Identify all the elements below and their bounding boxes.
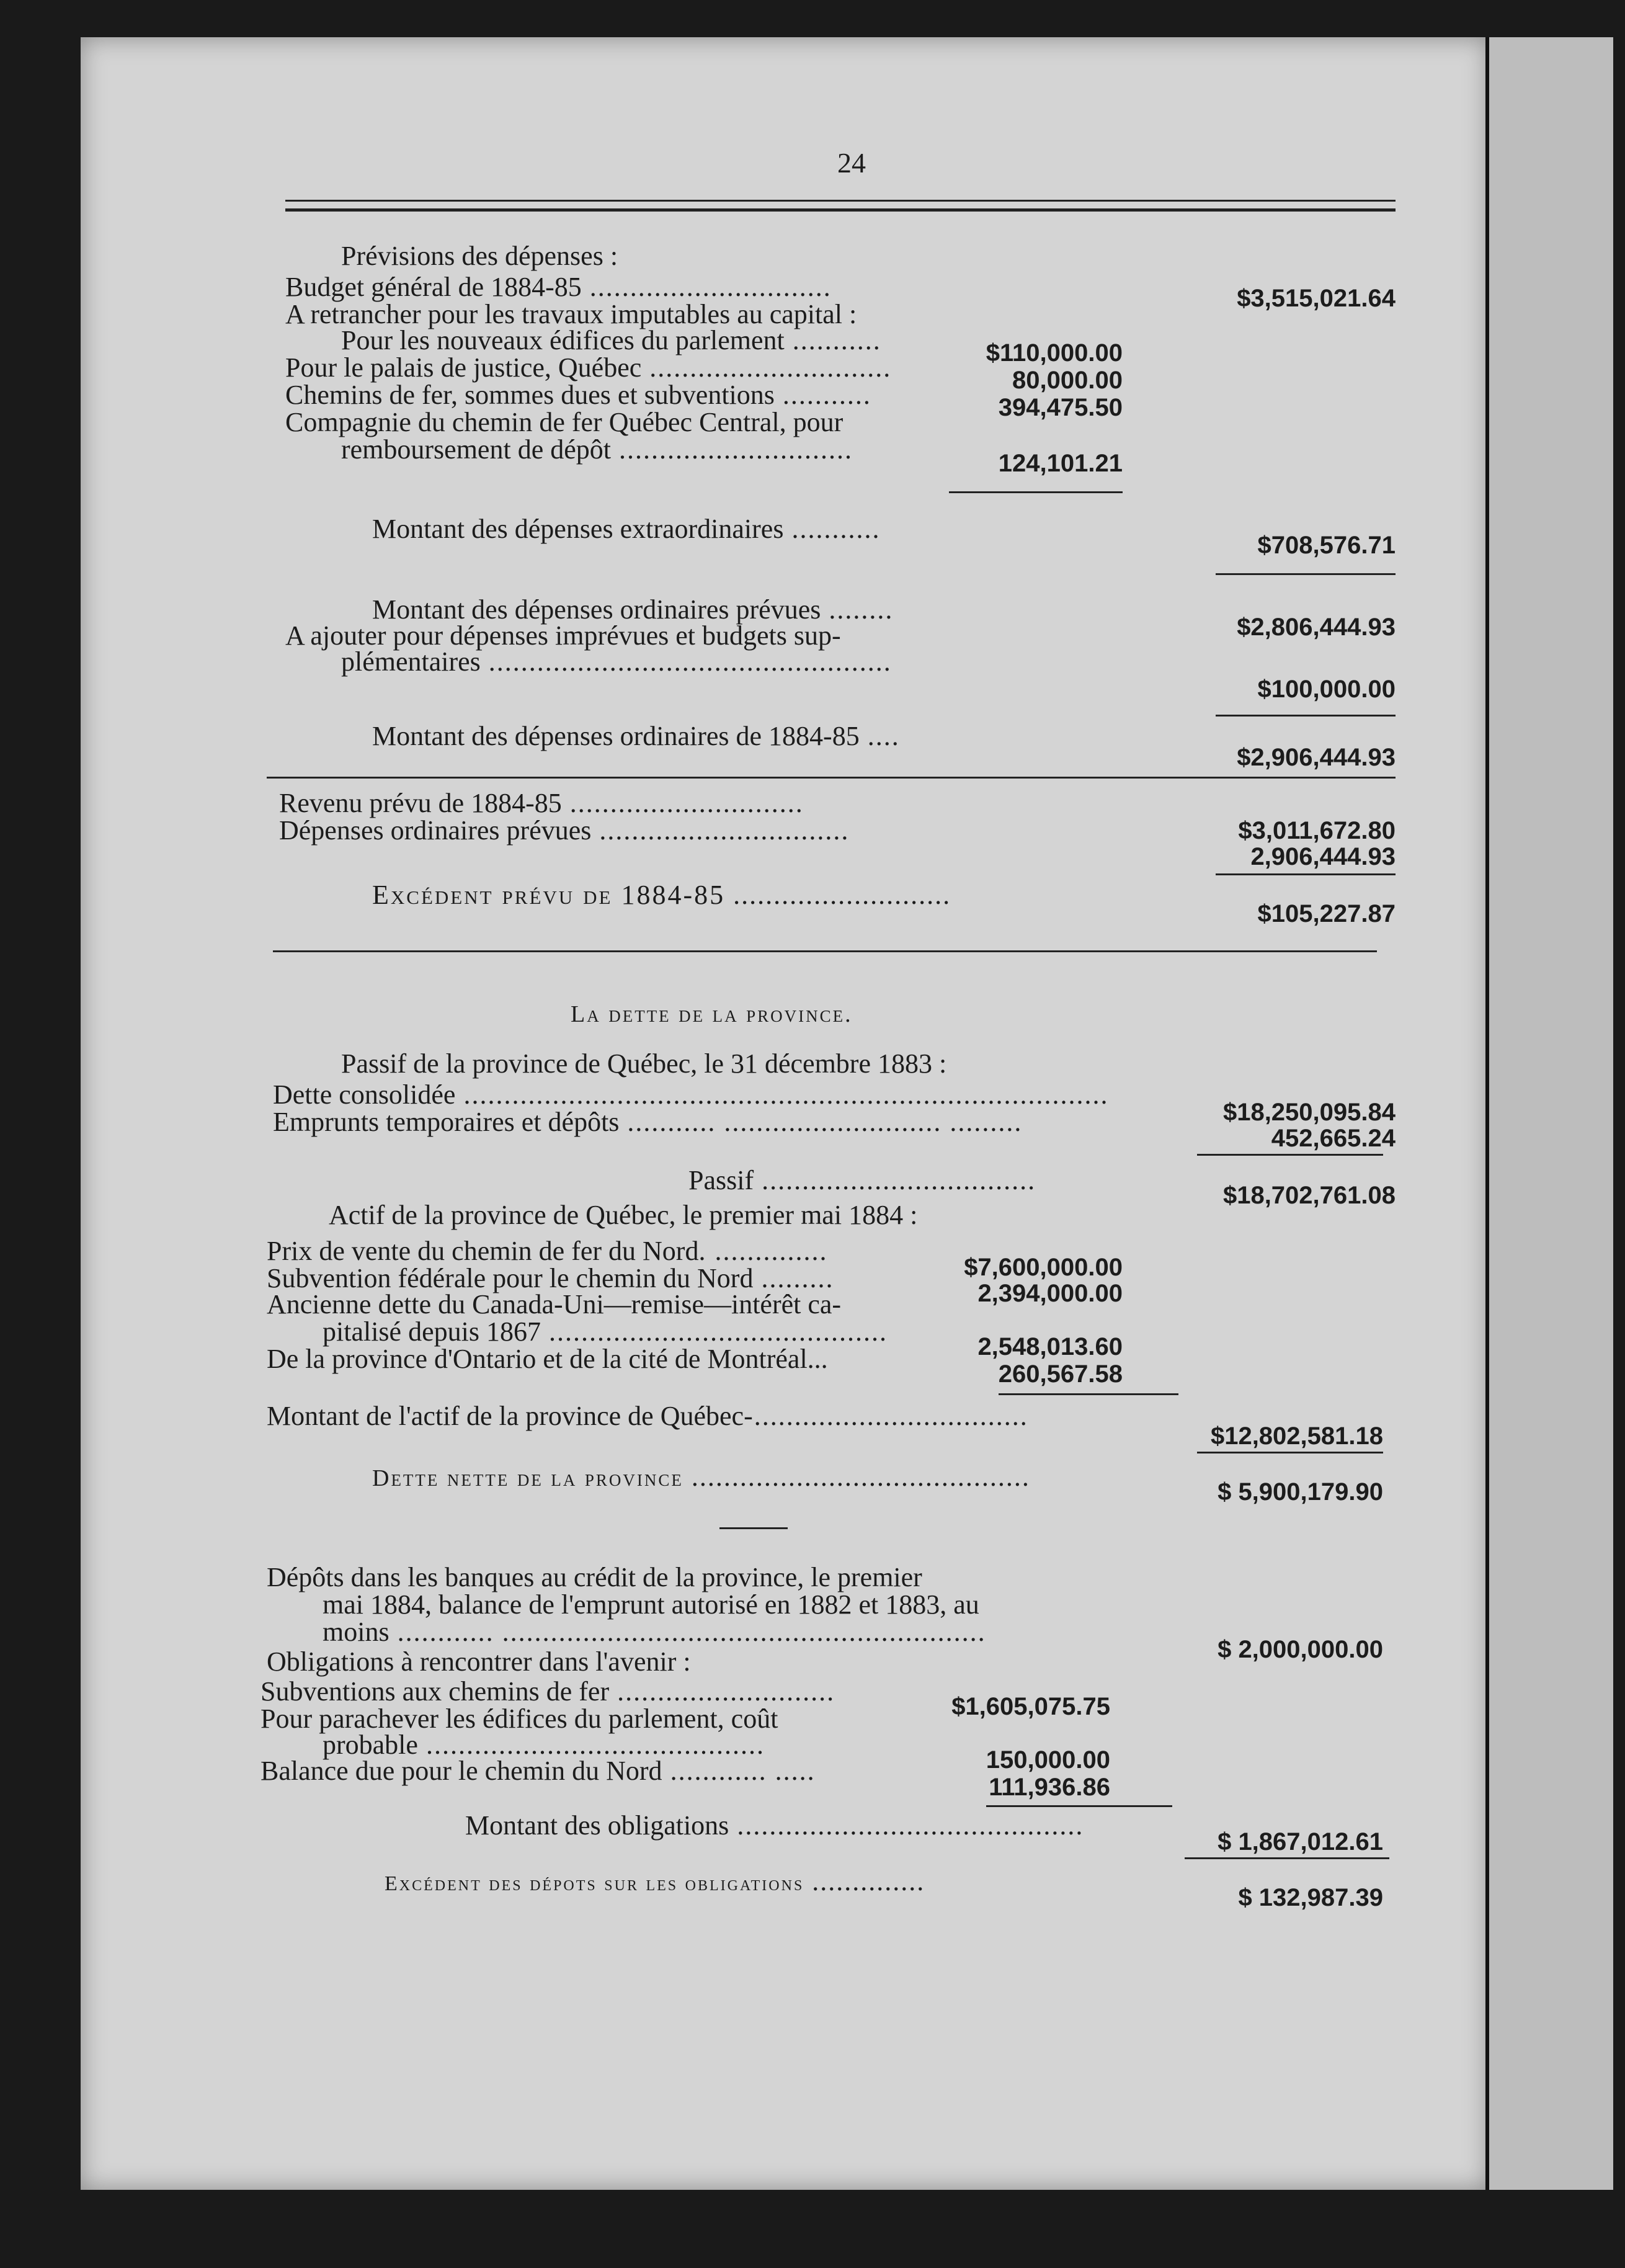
line-parachever: Pour parachever les édifices du parlement, coût [260,1703,778,1734]
amount-chemins-de-fer: 394,475.50 [998,394,1123,421]
line-actif-total: Montant de l'actif de la province de Québec-.................................. [267,1401,1028,1431]
amount-prix-vente: $7,600,000.00 [964,1254,1123,1281]
short-rule [719,1527,788,1529]
line-depots-3: moins ............ ............................................................ [323,1617,986,1647]
amount-remboursement-depot: 124,101.21 [998,450,1123,477]
amount-supplementaires: $100,000.00 [1257,676,1396,703]
rule-obligations [986,1805,1172,1807]
line-passif: Passif .................................. [688,1165,1036,1195]
line-remboursement-depot: remboursement de dépôt ............................. [341,434,853,465]
line-ordinaires-1884-85: Montant des dépenses ordinaires de 1884-85 .... [372,721,900,751]
line-ancienne-dette: Ancienne dette du Canada-Uni—remise—intérêt ca- [267,1289,842,1319]
rule-actif [999,1393,1178,1395]
line-a-retrancher: A retrancher pour les travaux imputables au capital : [285,299,857,329]
amount-depots: $ 2,000,000.00 [1218,1636,1383,1663]
rule-montant-obligations [1185,1857,1389,1859]
line-a-ajouter: A ajouter pour dépenses imprévues et budgets sup- [285,620,841,651]
header-rule-thick [285,208,1396,212]
line-probable: probable .......................................... [323,1730,765,1760]
amount-revenu-prevu: $3,011,672.80 [1238,817,1396,844]
amount-nouveaux-edifices: $110,000.00 [986,339,1123,367]
section-rule-2 [273,950,1377,952]
section-rule-1 [267,777,1396,779]
line-supplementaires: plémentaires .................................................. [341,646,892,677]
page-content [186,0,1396,2153]
amount-dette-consolidee: $18,250,095.84 [1222,1099,1396,1126]
amount-ordinaires-1884-85: $2,906,444.93 [1237,744,1396,771]
line-chemins-de-fer: Chemins de fer, sommes dues et subventions ........... [285,380,871,410]
amount-depenses-ordinaires: 2,906,444.93 [1250,843,1396,870]
line-montant-obligations: Montant des obligations ........................................... [465,1810,1084,1841]
amount-ontario-montreal: 260,567.58 [998,1360,1123,1388]
amount-subventions-chemins: $1,605,075.75 [951,1693,1110,1720]
amount-depenses-extraordinaires: $708,576.71 [1257,532,1396,559]
line-pitalise: pitalisé depuis 1867 .......................................... [323,1316,888,1347]
line-nouveaux-edifices: Pour les nouveaux édifices du parlement ........... [341,325,881,355]
line-depenses-ordinaires: Dépenses ordinaires prévues ............................... [279,815,850,846]
line-excedent-prevu: Excédent prévu de 1884-85 ........................... [372,880,951,910]
line-balance-nord: Balance due pour le chemin du Nord ............ ..... [260,1756,816,1786]
line-depots-2: mai 1884, balance de l'emprunt autorisé en 1882 et 1883, au [323,1589,979,1620]
amount-probable: 150,000.00 [986,1746,1110,1774]
rule-revenu [1216,873,1396,875]
oblig-heading: Obligations à rencontrer dans l'avenir : [267,1646,691,1677]
dette-heading: La dette de la province. [571,1001,853,1027]
amount-montant-obligations: $ 1,867,012.61 [1218,1828,1383,1855]
line-ontario-montreal: De la province d'Ontario et de la cité de Montréal... [267,1344,828,1374]
line-revenu-prevu: Revenu prévu de 1884-85 ............................. [279,788,804,818]
amount-dette-nette: $ 5,900,179.90 [1218,1478,1383,1506]
facing-page-edge [1485,37,1613,2190]
rule-supplementaires [1216,715,1396,717]
actif-heading: Actif de la province de Québec, le premier mai 1884 : [329,1200,918,1230]
line-depenses-extraordinaires: Montant des dépenses extraordinaires ........... [372,514,881,544]
amount-budget-general: $3,515,021.64 [1237,285,1396,312]
amount-palais-justice: 80,000.00 [1012,367,1123,394]
amount-passif: $18,702,761.08 [1222,1182,1396,1209]
amount-excedent-prevu: $105,227.87 [1257,900,1396,927]
rule-passif [1197,1154,1383,1156]
line-subventions-chemins: Subventions aux chemins de fer ........................... [260,1676,835,1707]
line-ordinaires-prevues: Montant des dépenses ordinaires prévues ........ [372,594,894,625]
line-emprunts-temporaires: Emprunts temporaires et dépôts ........... ........................... ......... [273,1107,1023,1137]
line-palais-justice: Pour le palais de justice, Québec .............................. [285,352,892,383]
line-excedent-depots: Excédent des dépots sur les obligations .............. [385,1866,925,1896]
line-depots-1: Dépôts dans les banques au crédit de la province, le premier [267,1562,922,1592]
previsions-heading: Prévisions des dépenses : [341,241,618,271]
line-prix-vente: Prix de vente du chemin de fer du Nord. .............. [267,1236,828,1266]
rule-actif-total [1197,1452,1383,1453]
passif-heading: Passif de la province de Québec, le 31 décembre 1883 : [341,1048,947,1079]
line-subvention-federale: Subvention fédérale pour le chemin du Nord ......... [267,1263,834,1293]
subtotal-rule [949,491,1123,493]
amount-subvention-federale: 2,394,000.00 [977,1280,1123,1307]
header-rule [285,200,1396,202]
amount-pitalise: 2,548,013.60 [977,1333,1123,1360]
amount-emprunts-temporaires: 452,665.24 [1271,1125,1396,1152]
amount-actif-total: $12,802,581.18 [1210,1422,1383,1450]
amount-balance-nord: 111,936.86 [989,1774,1110,1801]
amount-excedent-depots: $ 132,987.39 [1238,1884,1383,1911]
page-number: 24 [837,147,866,179]
line-dette-nette: Dette nette de la province .......................................... [372,1462,1030,1492]
rule-extraordinaires [1216,573,1396,575]
amount-ordinaires-prevues: $2,806,444.93 [1237,614,1396,641]
line-quebec-central: Compagnie du chemin de fer Québec Central, pour [285,407,844,437]
line-budget-general: Budget général de 1884-85 .............................. [285,272,832,302]
line-dette-consolidee: Dette consolidée ................................................................................ [273,1079,1109,1110]
